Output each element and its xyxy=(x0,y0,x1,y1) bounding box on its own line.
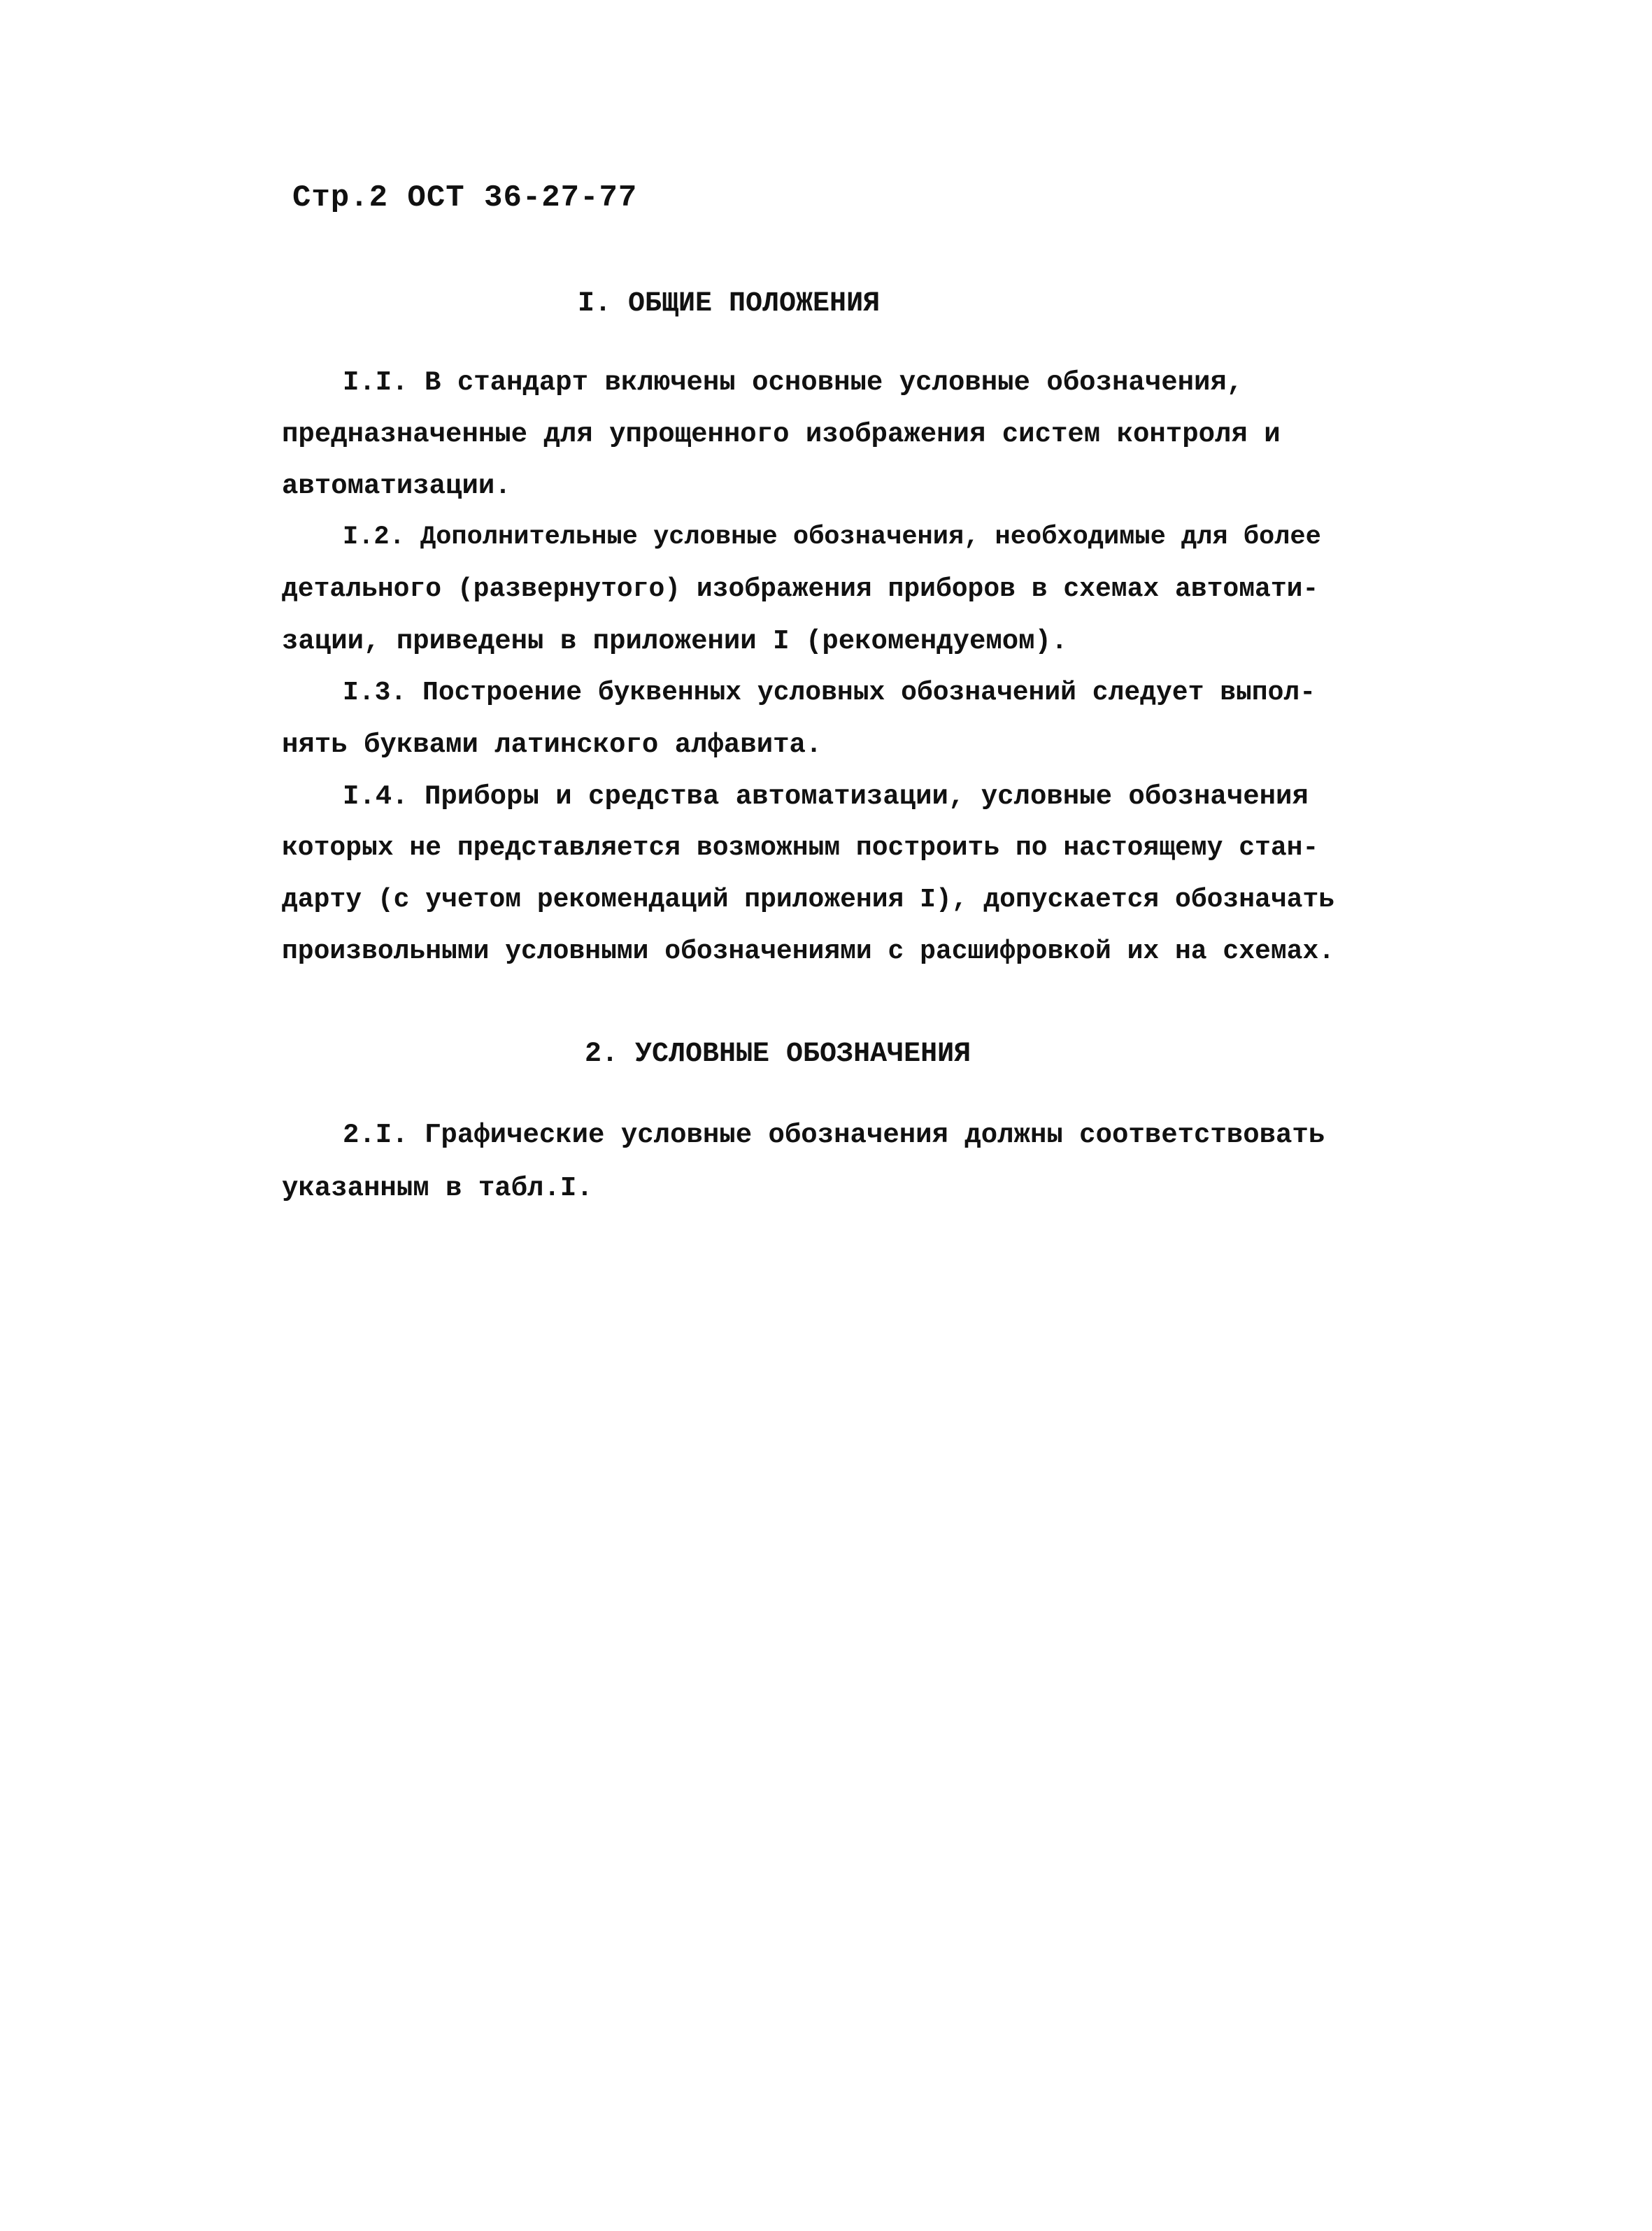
paragraph-line: дарту (с учетом рекомендаций приложения I), допускается обозначать xyxy=(282,885,1335,915)
paragraph-line: I.3. Построение буквенных условных обозначений следует выпол- xyxy=(343,678,1316,708)
page-header: Стр.2 ОСТ 36-27-77 xyxy=(292,180,638,215)
paragraph-line: нять буквами латинского алфавита. xyxy=(282,729,823,760)
paragraph-line: 2.I. Графические условные обозначения должны соответствовать xyxy=(343,1120,1325,1150)
paragraph-line: произвольными условными обозначениями с расшифровкой их на схемах. xyxy=(282,936,1335,967)
section-1-title: I. ОБЩИЕ ПОЛОЖЕНИЯ xyxy=(578,288,881,320)
paragraph-line: автоматизации. xyxy=(282,471,511,501)
paragraph-line: детального (развернутого) изображения приборов в схемах автомати- xyxy=(282,574,1319,604)
paragraph-line: указанным в табл.I. xyxy=(282,1173,593,1204)
paragraph-line: зации, приведены в приложении I (рекомендуемом). xyxy=(282,626,1068,657)
paragraph-line: I.I. В стандарт включены основные условные обозначения, xyxy=(343,367,1244,398)
paragraph-line: I.2. Дополнительные условные обозначения, необходимые для более xyxy=(343,522,1321,552)
paragraph-line: I.4. Приборы и средства автоматизации, условные обозначения xyxy=(343,781,1309,812)
paragraph-line: которых не представляется возможным построить по настоящему стан- xyxy=(282,833,1319,863)
paragraph-line: предназначенные для упрощенного изображения систем контроля и xyxy=(282,419,1281,450)
section-2-title: 2. УСЛОВНЫЕ ОБОЗНАЧЕНИЯ xyxy=(585,1039,971,1070)
